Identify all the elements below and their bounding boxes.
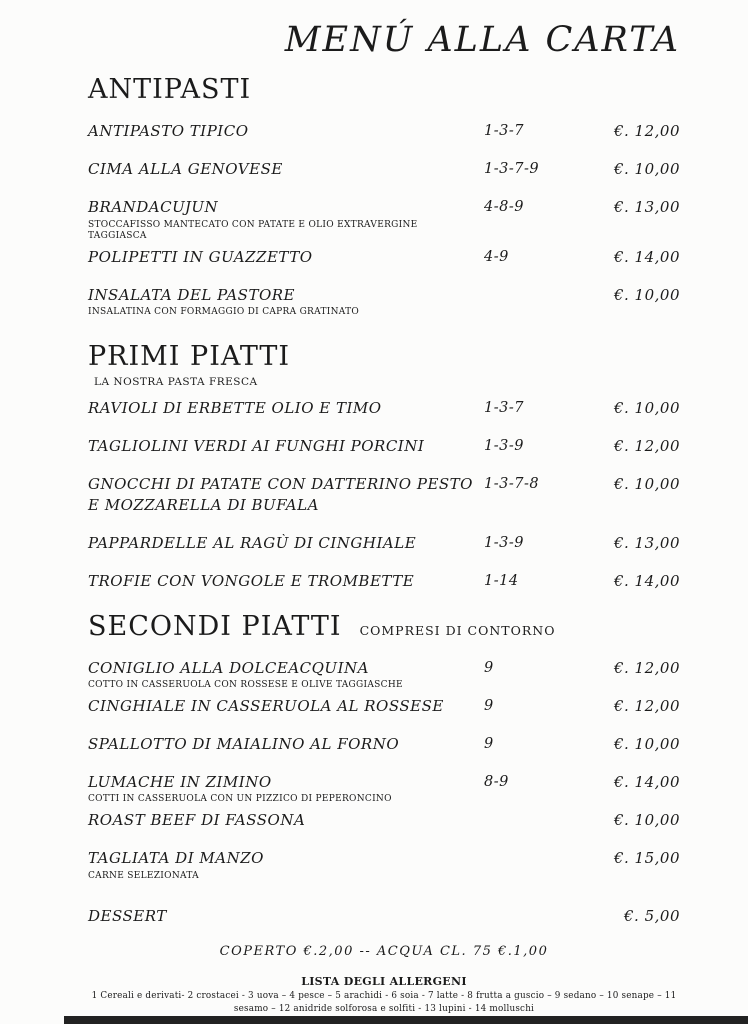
menu-item-row <box>88 247 680 269</box>
menu-item-row <box>88 436 680 458</box>
cover-charge-line: COPERTO €.2,00 -- ACQUA CL. 75 €.1,00 <box>219 944 549 960</box>
menu-item-name: ROAST BEEF DI FASSONA <box>88 811 306 830</box>
menu-item-row <box>88 398 680 420</box>
menu-item-allergens: 1-3-7 <box>484 123 524 140</box>
menu-item-name: CONIGLIO ALLA DOLCEACQUINA <box>88 658 369 677</box>
menu-item-allergens: 1-3-9 <box>484 437 524 454</box>
menu-item-note: INSALATINA CON FORMAGGIO DI CAPRA GRATINATO <box>88 307 360 318</box>
menu-item-allergens: 1-3-7-8 <box>484 475 540 492</box>
menu-item-price: €. 12,00 <box>613 697 680 716</box>
menu-item-price: €. 12,00 <box>613 122 680 141</box>
menu-item-allergens <box>484 848 612 850</box>
menu-item-main <box>88 848 484 882</box>
menu-item-price: €. 10,00 <box>613 734 680 753</box>
menu-item-name: TAGLIATA DI MANZO <box>88 848 264 867</box>
allergen-list-title: LISTA DEGLI ALLERGENI <box>301 975 467 989</box>
menu-item-main <box>88 658 484 692</box>
menu-item-row <box>88 848 680 882</box>
menu-item-allergens: 8-9 <box>484 773 509 790</box>
menu-item-row <box>88 772 680 806</box>
menu-item-main <box>88 571 484 593</box>
section-inline-subtitle: COMPRESI DI CONTORNO <box>359 622 556 638</box>
menu-item-allergens: 4-8-9 <box>484 198 524 215</box>
menu-item-price: €. 10,00 <box>613 285 680 304</box>
menu-item-price: €. 10,00 <box>613 399 680 418</box>
section-title: PRIMI PIATTI <box>88 341 291 373</box>
menu-item-main <box>88 772 484 806</box>
menu-item-main <box>88 696 484 718</box>
menu-item-price: €. 13,00 <box>613 197 680 216</box>
menu-item-row <box>88 734 680 756</box>
menu-item-main <box>88 436 484 458</box>
menu-item-name: BRANDACUJUN <box>88 197 219 216</box>
menu-item-name: DESSERT <box>88 907 167 926</box>
menu-item-row <box>88 474 680 518</box>
menu-section <box>88 611 680 883</box>
section-header <box>88 74 680 105</box>
menu-item-allergens <box>484 285 612 287</box>
menu-item-main <box>88 474 484 518</box>
menu-item-allergens: 1-3-7 <box>484 400 524 417</box>
menu-item-price: €. 10,00 <box>613 811 680 830</box>
page-edge-bar <box>64 1016 748 1024</box>
menu-item-allergens: 9 <box>484 698 494 715</box>
menu-item-price: €. 14,00 <box>613 772 680 791</box>
menu-item-row <box>88 906 680 928</box>
menu-section <box>88 906 680 928</box>
menu-item-name: RAVIOLI DI ERBETTE OLIO E TIMO <box>88 399 382 418</box>
menu-item-main <box>88 398 484 420</box>
menu-item-allergens: 9 <box>484 659 494 676</box>
menu-item-main <box>88 533 484 555</box>
section-title: ANTIPASTI <box>88 74 252 106</box>
menu-section <box>88 74 680 319</box>
section-title: SECONDI PIATTI <box>88 610 342 642</box>
menu-item-price: €. 10,00 <box>613 160 680 179</box>
menu-item-main <box>88 159 484 181</box>
menu-item-note: COTTI IN CASSERUOLA CON UN PIZZICO DI PEPERONCINO <box>88 794 392 805</box>
menu-section <box>88 341 680 593</box>
menu-item-name: LUMACHE IN ZIMINO <box>88 772 272 791</box>
menu-item-allergens <box>484 810 612 812</box>
menu-item-name: CIMA ALLA GENOVESE <box>88 160 283 179</box>
menu-item-price: €. 10,00 <box>613 474 680 493</box>
menu-item-note: COTTO IN CASSERUOLA CON ROSSESE E OLIVE TAGGIASCHE <box>88 680 403 691</box>
menu-sections <box>88 74 680 928</box>
menu-item-price: €. 14,00 <box>613 571 680 590</box>
menu-item-name: TAGLIOLINI VERDI AI FUNGHI PORCINI <box>88 436 425 455</box>
menu-item-price: €. 12,00 <box>613 658 680 677</box>
menu-item-price: €. 12,00 <box>613 436 680 455</box>
menu-item-note: STOCCAFISSO MANTECATO CON PATATE E OLIO EXTRAVERGINE TAGGIASCA <box>88 219 418 242</box>
menu-item-allergens: 4-9 <box>484 248 509 265</box>
menu-item-name: TROFIE CON VONGOLE E TROMBETTE <box>88 571 415 590</box>
menu-item-main <box>88 247 484 269</box>
menu-title: MENÚ ALLA CARTA <box>284 20 680 60</box>
menu-item-name: INSALATA DEL PASTORE <box>88 285 295 304</box>
section-header <box>88 611 680 642</box>
menu-item-row <box>88 121 680 143</box>
menu-item-row <box>88 197 680 243</box>
section-subtitle: LA NOSTRA PASTA FRESCA <box>94 376 258 389</box>
menu-item-row <box>88 571 680 593</box>
menu-item-main <box>88 906 484 928</box>
menu-item-price: €. 14,00 <box>613 247 680 266</box>
menu-item-allergens: 1-3-7-9 <box>484 161 540 178</box>
menu-item-allergens: 1-14 <box>484 572 519 589</box>
menu-item-allergens <box>484 906 612 908</box>
menu-item-main <box>88 810 484 832</box>
menu-item-main <box>88 285 484 319</box>
menu-item-price: €. 13,00 <box>613 534 680 553</box>
menu-item-allergens: 1-3-9 <box>484 535 524 552</box>
menu-item-row <box>88 159 680 181</box>
menu-item-row <box>88 810 680 832</box>
menu-item-name: CINGHIALE IN CASSERUOLA AL ROSSESE <box>88 697 444 716</box>
menu-item-name: SPALLOTTO DI MAIALINO AL FORNO <box>88 734 400 753</box>
menu-item-name: GNOCCHI DI PATATE CON DATTERINO PESTO E MOZZARELLA DI BUFALA <box>88 474 473 515</box>
menu-item-row <box>88 696 680 718</box>
section-header <box>88 341 680 372</box>
menu-item-row <box>88 285 680 319</box>
menu-item-main <box>88 197 484 243</box>
menu-item-name: PAPPARDELLE AL RAGÙ DI CINGHIALE <box>88 534 417 553</box>
menu-item-main <box>88 734 484 756</box>
menu-item-name: ANTIPASTO TIPICO <box>88 122 249 141</box>
menu-item-row <box>88 658 680 692</box>
menu-item-main <box>88 121 484 143</box>
menu-item-row <box>88 533 680 555</box>
menu-item-allergens: 9 <box>484 735 494 752</box>
menu-item-price: €. 5,00 <box>624 907 680 926</box>
allergen-list-text: 1 Cereali e derivati- 2 crostacei - 3 uova – 4 pesce – 5 arachidi - 6 soia - 7 latte - 8 frutta a guscio – 9 sedano – 10 senape – 11 sesamo – 12 anidride solforosa e solfiti - 13 lupini - 14 molluschi <box>91 991 677 1014</box>
menu-item-price: €. 15,00 <box>613 848 680 867</box>
menu-item-note: CARNE SELEZIONATA <box>88 870 199 881</box>
menu-item-name: POLIPETTI IN GUAZZETTO <box>88 247 313 266</box>
